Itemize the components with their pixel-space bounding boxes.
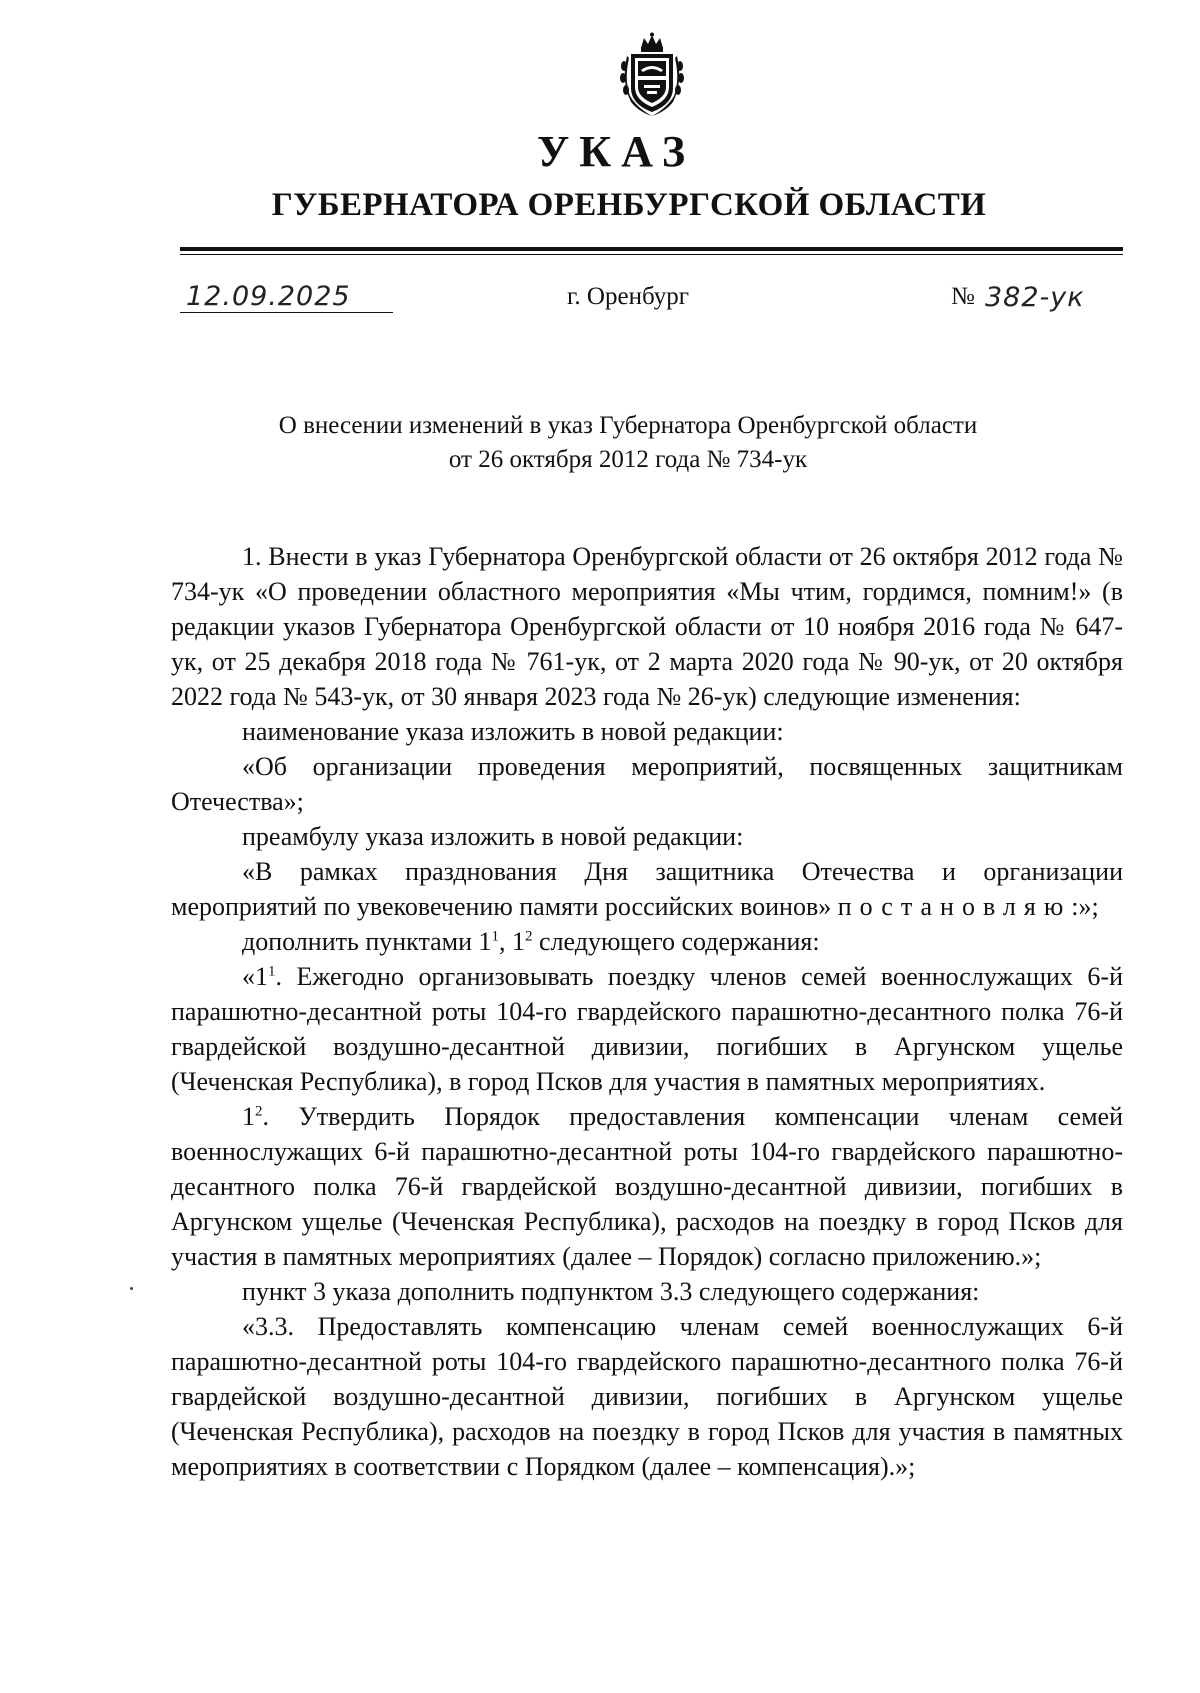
paragraph-8-sup: 2 (255, 1103, 263, 1120)
issuer-title: ГУБЕРНАТОРА ОРЕНБУРГСКОЙ ОБЛАСТИ (271, 187, 987, 223)
header-rule-thick (180, 247, 1123, 251)
paragraph-7-sup: 1 (268, 963, 276, 980)
paragraph-6-sup-2: 2 (525, 928, 533, 945)
decree-city: г. Оренбург (567, 283, 689, 310)
coat-of-arms-icon (617, 32, 687, 116)
paragraph-5-end: :»; (1071, 892, 1099, 921)
paragraph-8-text: . Утвердить Порядок предоставления компенсации членам семей военнослужащих 6-й парашютно-десантной роты 104-го гвардейского парашютно-десантного полка 76-й гвардейской воздушно-десантной дивизии, погибших в Аргунском ущелье (Чеченская Республика), расходов на поездку в город Псков для участия в памятных мероприятиях (далее – Порядок) согласно приложению.»; (171, 1102, 1123, 1271)
paragraph-7 (171, 959, 1123, 1099)
subject-line-1: О внесении изменений в указ Губернатора Оренбургской области (278, 412, 978, 439)
paragraph-5-text: «В рамках празднования Дня защитника Отечества и организации мероприятий по увековечению памяти российских воинов» (171, 857, 1123, 921)
paragraph-7-start: «1 (242, 962, 268, 991)
paragraph-6 (171, 924, 1123, 959)
paragraph-7-text: . Ежегодно организовывать поездку членов семей военнослужащих 6-й парашютно-десантной роты 104-го гвардейского парашютно-десантного полка 76-й гвардейской воздушно-десантной дивизии, погибших в Аргунском ущелье (Чеченская Республика), в город Псков для участия в памятных мероприятиях. (171, 962, 1123, 1096)
paragraph-4: преамбулу указа изложить в новой редакции: (242, 822, 744, 851)
paragraph-3: «Об организации проведения мероприятий, посвященных защитникам Отечества»; (171, 752, 1123, 816)
paragraph-5 (171, 854, 1123, 924)
paragraph-6-end: следующего содержания: (532, 927, 820, 956)
paragraph-8-start: 1 (242, 1102, 255, 1131)
paragraph-10: «3.3. Предоставлять компенсацию членам семей военнослужащих 6-й парашютно-десантной роты 104-го гвардейского парашютно-десантного полка 76-й гвардейской воздушно-десантной дивизии, погибших в Аргунском ущелье (Чеченская Республика), расходов на поездку в город Псков для участия в памятных мероприятиях в соответствии с Порядком (далее – компенсация).»; (171, 1312, 1123, 1481)
subject-line-2: от 26 октября 2012 года № 734-ук (448, 446, 808, 473)
paragraph-6-mid: , 1 (499, 927, 526, 956)
decree-subject (0, 409, 1200, 477)
paragraph-1: 1. Внести в указ Губернатора Оренбургской области от 26 октября 2012 года № 734-ук «О проведении областного мероприятия «Мы чтим, гордимся, помним!» (в редакции указов Губернатора Оренбургской области от 10 ноября 2016 года № 647-ук, от 25 декабря 2018 года № 761-ук, от 2 марта 2020 года № 90-ук, от 20 октября 2022 года № 543-ук, от 30 января 2023 года № 26-ук) следующие изменения: (171, 542, 1123, 711)
document-type-title: УКАЗ (536, 127, 696, 176)
decree-body (171, 539, 1123, 1484)
number-sign: № (951, 283, 975, 310)
paragraph-2: наименование указа изложить в новой редакции: (242, 717, 784, 746)
scan-dot (130, 1287, 133, 1290)
paragraph-9: пункт 3 указа дополнить подпунктом 3.3 следующего содержания: (242, 1277, 980, 1306)
paragraph-6-start: дополнить пунктами 1 (242, 927, 492, 956)
header-rule-thin (180, 254, 1123, 255)
paragraph-5-spaced: постановляю (837, 892, 1072, 921)
decree-date: 12.09.2025 (186, 281, 351, 312)
paragraph-6-sup-1: 1 (491, 928, 500, 945)
decree-number: 382-ук (985, 282, 1085, 313)
date-underline (180, 312, 393, 313)
paragraph-8 (171, 1099, 1123, 1274)
